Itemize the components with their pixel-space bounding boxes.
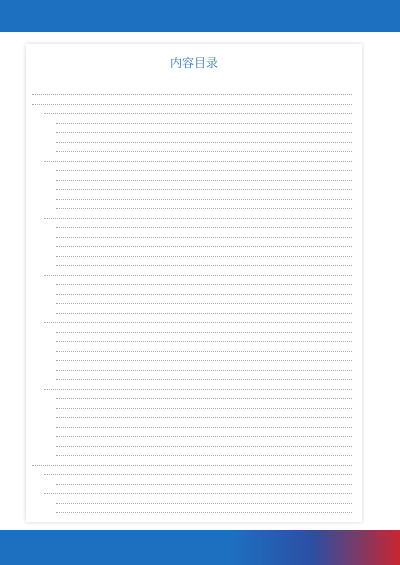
- toc-leader-dots: [56, 246, 352, 247]
- toc-entry[interactable]: [30, 88, 354, 98]
- toc-entry[interactable]: [54, 411, 354, 421]
- toc-entry[interactable]: [54, 373, 354, 383]
- toc-leader-dots: [44, 322, 352, 323]
- toc-leader-dots: [56, 512, 352, 513]
- toc-leader-dots: [44, 474, 352, 475]
- toc-page: [26, 44, 362, 522]
- toc-leader-dots: [56, 294, 352, 295]
- toc-entry[interactable]: [54, 497, 354, 507]
- toc-leader-dots: [44, 161, 352, 162]
- toc-heading: 内容目录: [169, 56, 218, 70]
- toc-entry[interactable]: [42, 383, 354, 393]
- toc-leader-dots: [32, 465, 352, 466]
- toc-leader-dots: [56, 455, 352, 456]
- toc-entry[interactable]: [42, 212, 354, 222]
- toc-entry[interactable]: [42, 155, 354, 165]
- toc-entry[interactable]: [42, 316, 354, 326]
- toc-entry[interactable]: [54, 136, 354, 146]
- toc-leader-dots: [56, 170, 352, 171]
- toc-leader-dots: [56, 189, 352, 190]
- toc-leader-dots: [56, 284, 352, 285]
- toc-leader-dots: [56, 436, 352, 437]
- toc-leader-dots: [56, 408, 352, 409]
- report-header-bar: [0, 0, 400, 32]
- toc-entry[interactable]: [54, 354, 354, 364]
- toc-leader-dots: [56, 417, 352, 418]
- toc-leader-dots: [56, 237, 352, 238]
- toc-entry[interactable]: [54, 345, 354, 355]
- toc-entry[interactable]: [54, 335, 354, 345]
- toc-entry[interactable]: [54, 440, 354, 450]
- toc-entry[interactable]: [54, 183, 354, 193]
- toc-leader-dots: [56, 341, 352, 342]
- toc-leader-dots: [56, 379, 352, 380]
- toc-leader-dots: [56, 484, 352, 485]
- toc-leader-dots: [56, 360, 352, 361]
- toc-entry[interactable]: [42, 269, 354, 279]
- toc-entry[interactable]: [54, 402, 354, 412]
- toc-leader-dots: [44, 218, 352, 219]
- report-title: [0, 0, 400, 32]
- toc-entry[interactable]: [42, 468, 354, 478]
- toc-leader-dots: [56, 427, 352, 428]
- toc-entry[interactable]: [54, 307, 354, 317]
- toc-entry[interactable]: [54, 231, 354, 241]
- toc-leader-dots: [56, 142, 352, 143]
- toc-leader-dots: [44, 113, 352, 114]
- toc-entry[interactable]: [54, 364, 354, 374]
- toc-leader-dots: [56, 303, 352, 304]
- toc-leader-dots: [56, 151, 352, 152]
- toc-leader-dots: [44, 275, 352, 276]
- toc-leader-dots: [56, 503, 352, 504]
- toc-entry[interactable]: [54, 250, 354, 260]
- toc-leader-dots: [32, 104, 352, 105]
- toc-entry[interactable]: [54, 478, 354, 488]
- toc-leader-dots: [56, 180, 352, 181]
- toc-entry[interactable]: [54, 288, 354, 298]
- toc-leader-dots: [56, 227, 352, 228]
- toc-entry[interactable]: [54, 259, 354, 269]
- toc-entry[interactable]: [54, 221, 354, 231]
- toc-entry[interactable]: [54, 193, 354, 203]
- toc-entry[interactable]: [54, 164, 354, 174]
- toc-leader-dots: [56, 132, 352, 133]
- toc-entry[interactable]: [54, 449, 354, 459]
- toc-entry[interactable]: [54, 326, 354, 336]
- toc-leader-dots: [56, 332, 352, 333]
- toc-leader-dots: [56, 351, 352, 352]
- toc-leader-dots: [44, 493, 352, 494]
- toc-entry[interactable]: [42, 487, 354, 497]
- toc-entry[interactable]: [54, 126, 354, 136]
- toc-entry[interactable]: [54, 174, 354, 184]
- toc-entry[interactable]: [54, 506, 354, 516]
- footer-bar: [0, 530, 400, 565]
- toc-leader-dots: [56, 398, 352, 399]
- toc-leader-dots: [56, 265, 352, 266]
- toc-entry[interactable]: [42, 107, 354, 117]
- toc-leader-dots: [32, 94, 352, 95]
- toc-leader-dots: [56, 208, 352, 209]
- toc-entry[interactable]: [30, 459, 354, 469]
- toc-leader-dots: [56, 370, 352, 371]
- toc-entry[interactable]: [54, 145, 354, 155]
- toc-leader-dots: [56, 446, 352, 447]
- toc-entry[interactable]: [54, 297, 354, 307]
- toc-entry[interactable]: [54, 421, 354, 431]
- footer-gradient: [0, 530, 400, 565]
- toc-leader-dots: [56, 123, 352, 124]
- toc-leader-dots: [56, 199, 352, 200]
- toc-leader-dots: [56, 256, 352, 257]
- toc-entry[interactable]: [54, 240, 354, 250]
- toc-entry[interactable]: [54, 430, 354, 440]
- toc-entry[interactable]: [54, 278, 354, 288]
- toc-entry[interactable]: [54, 392, 354, 402]
- toc-entry[interactable]: [54, 202, 354, 212]
- toc-entry[interactable]: [30, 98, 354, 108]
- toc-leader-dots: [56, 313, 352, 314]
- toc-leader-dots: [44, 389, 352, 390]
- toc-entry[interactable]: [54, 117, 354, 127]
